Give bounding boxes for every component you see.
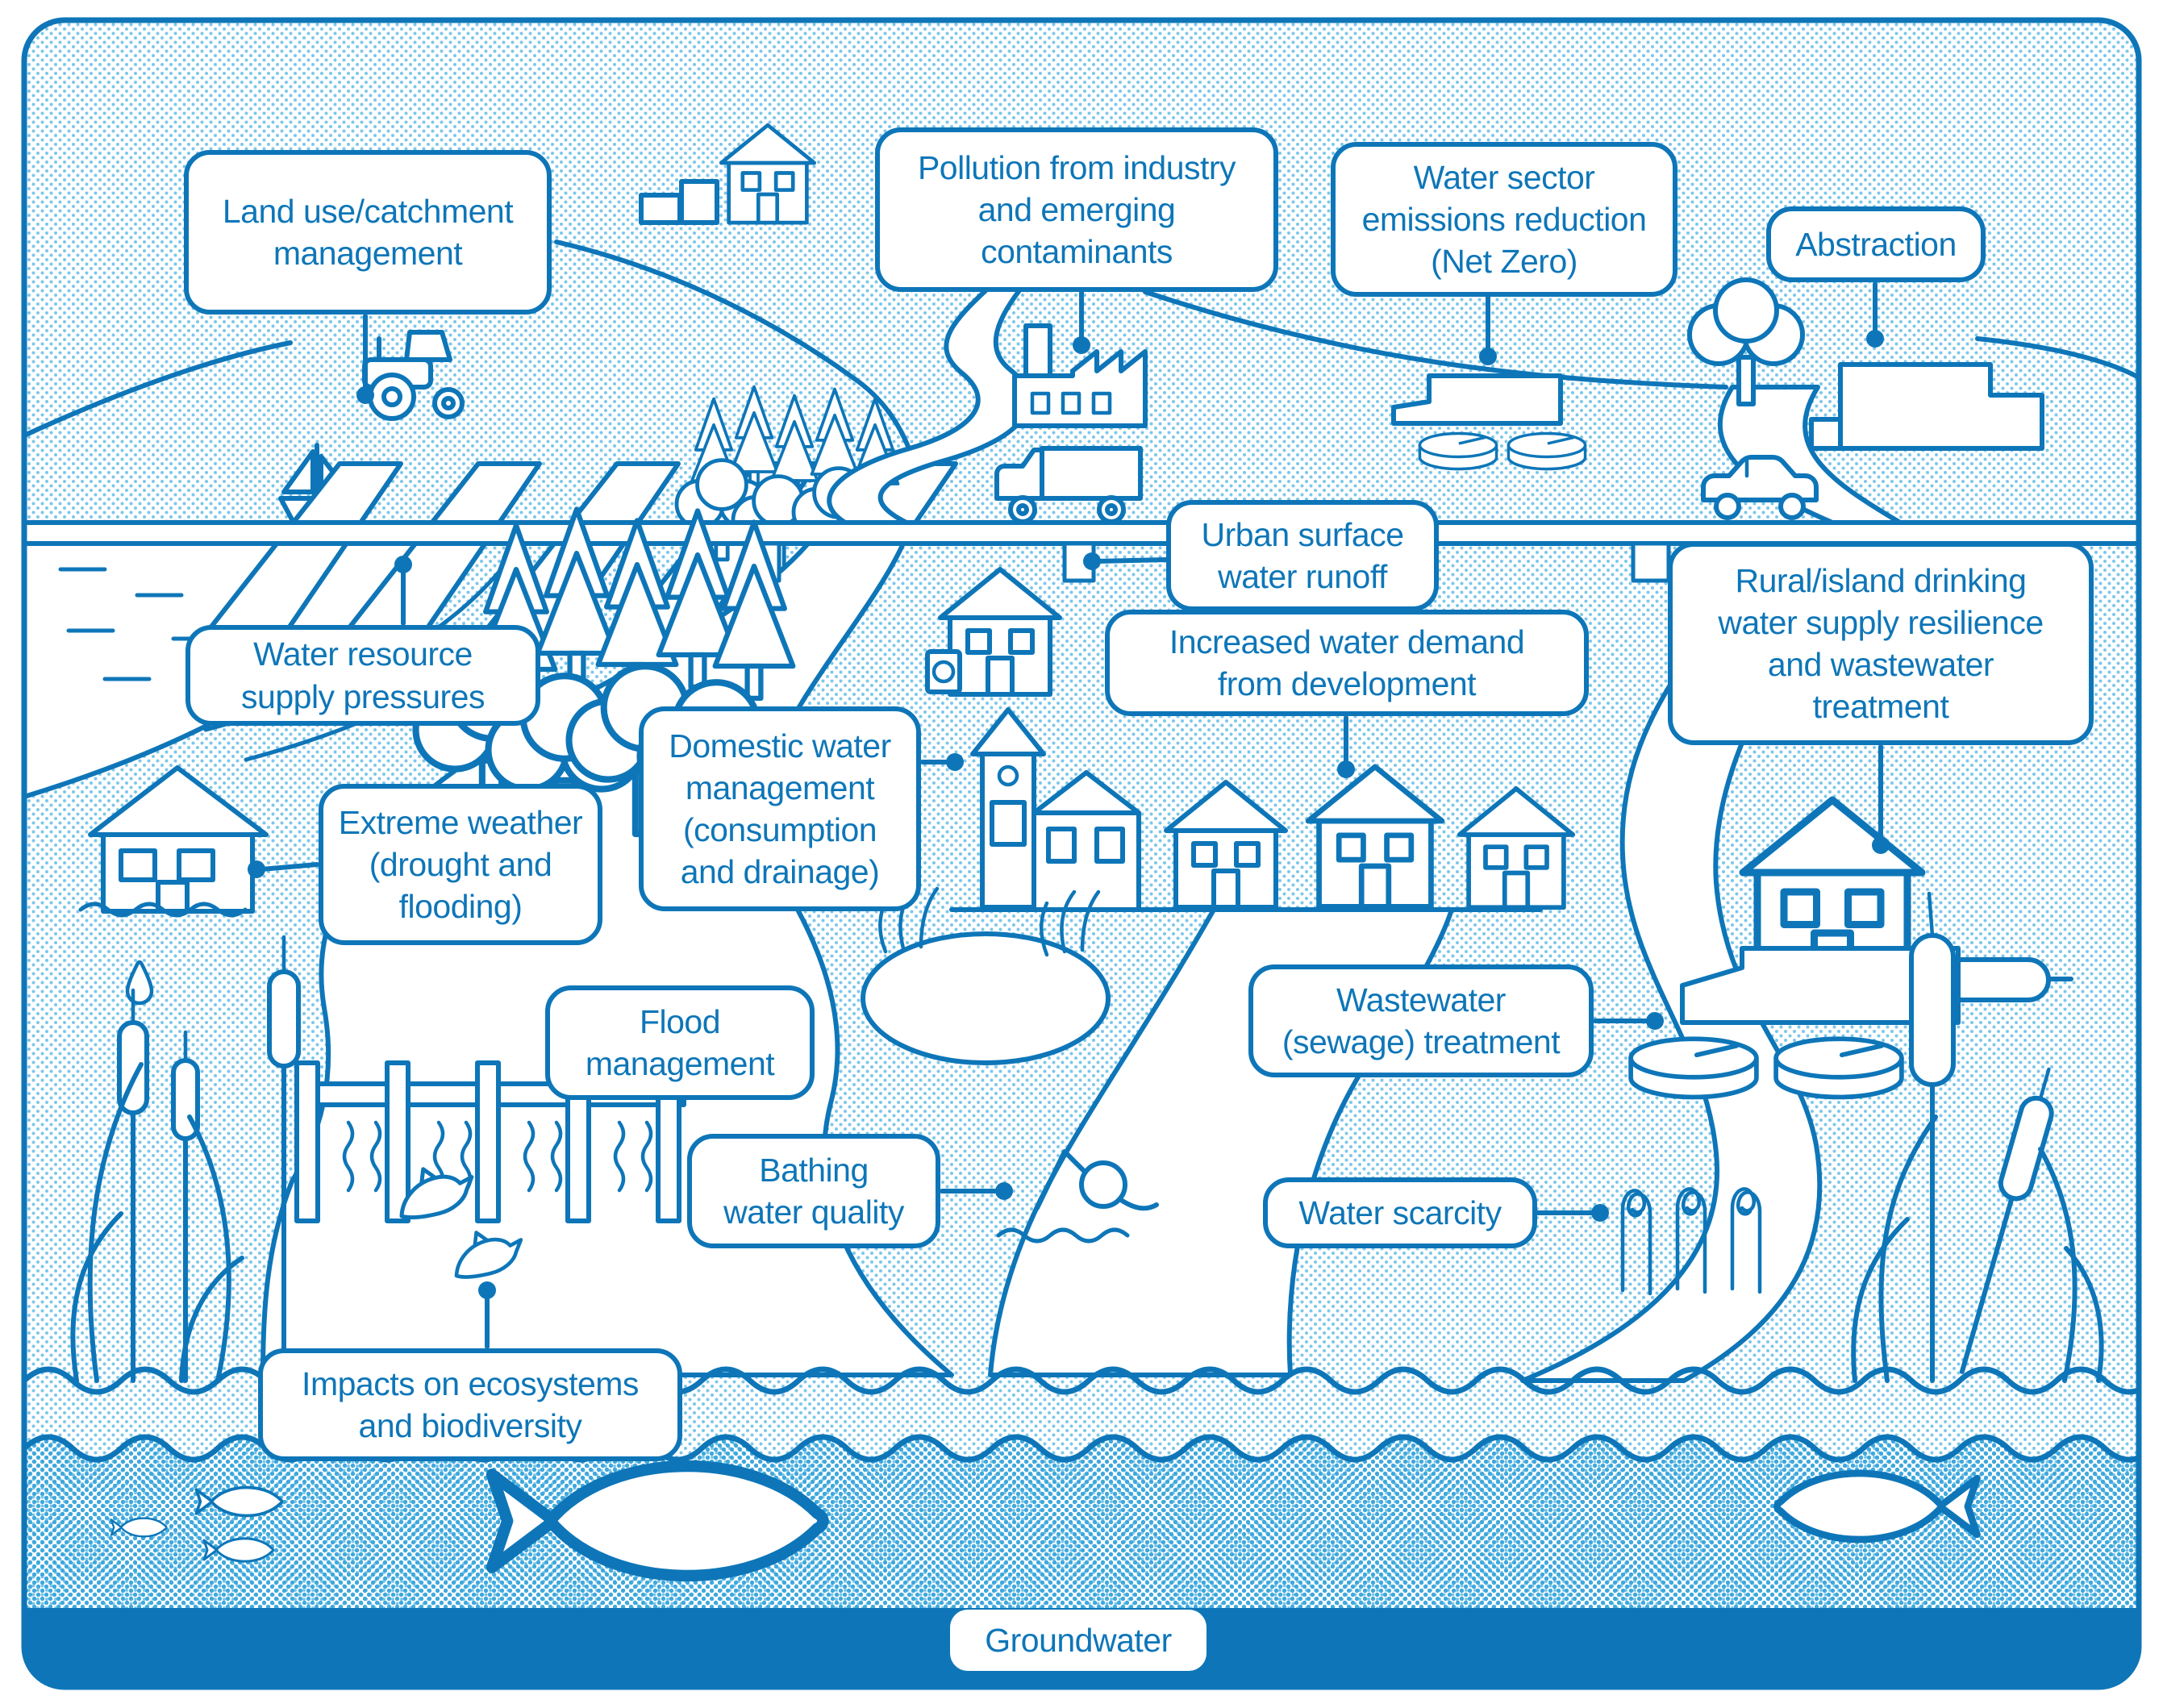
- label-line: water runoff: [1218, 558, 1387, 595]
- label-domestic: [639, 706, 921, 911]
- label-line: Domestic water: [669, 727, 891, 764]
- label-land-use: [184, 150, 552, 315]
- label-line: and biodiversity: [358, 1407, 582, 1444]
- label-bathing: [687, 1134, 940, 1248]
- label-line: management: [685, 769, 875, 806]
- label-line: Land use/catchment: [222, 192, 514, 230]
- label-line: Water sector: [1413, 158, 1595, 196]
- label-line: flooding): [398, 888, 523, 926]
- label-line: treatment: [1812, 688, 1949, 726]
- label-line: emissions reduction: [1361, 200, 1647, 238]
- label-wastewater: [1248, 964, 1594, 1077]
- label-water-sector: [1331, 142, 1677, 297]
- label-flood-management: [545, 985, 815, 1100]
- storm-drain: [1633, 544, 1669, 581]
- label-line: management: [273, 235, 463, 272]
- label-line: Impacts on ecosystems: [302, 1364, 639, 1402]
- label-line: water quality: [723, 1194, 904, 1231]
- label-line: (Net Zero): [1431, 243, 1577, 281]
- label-line: Urban surface: [1201, 515, 1404, 553]
- label-line: contaminants: [981, 233, 1173, 271]
- label-groundwater: [950, 1610, 1207, 1671]
- label-extreme-weather: [319, 784, 602, 945]
- label-line: water supply resilience: [1718, 603, 2044, 641]
- label-line: (sewage) treatment: [1282, 1023, 1561, 1060]
- label-line: and emerging: [977, 190, 1176, 228]
- label-line: Water scarcity: [1298, 1194, 1502, 1231]
- label-line: Flood: [639, 1002, 721, 1040]
- label-line: and drainage): [680, 853, 880, 891]
- label-line: Bathing: [759, 1151, 869, 1189]
- label-increased-demand: [1105, 610, 1589, 716]
- label-line: (consumption: [682, 811, 877, 848]
- label-impacts: [258, 1348, 682, 1461]
- label-abstraction: [1766, 206, 1986, 282]
- label-pollution: [875, 127, 1278, 292]
- label-line: (drought and: [369, 845, 552, 883]
- label-water-resource: [185, 625, 540, 726]
- label-line: from development: [1217, 665, 1477, 702]
- label-line: Groundwater: [985, 1621, 1172, 1659]
- label-line: supply pressures: [241, 677, 485, 715]
- label-urban-runoff: [1166, 500, 1439, 611]
- label-line: Water resource: [253, 635, 473, 673]
- label-line: Increased water demand: [1169, 623, 1525, 660]
- label-line: Abstraction: [1795, 225, 1957, 263]
- label-rural-island: [1668, 542, 2094, 745]
- label-line: management: [585, 1045, 775, 1082]
- label-line: Rural/island drinking: [1735, 561, 2027, 599]
- label-line: Wastewater: [1336, 981, 1506, 1019]
- label-line: Pollution from industry: [917, 148, 1236, 186]
- label-line: and wastewater: [1767, 646, 1994, 683]
- label-water-scarcity: [1263, 1177, 1537, 1248]
- label-line: Extreme weather: [338, 803, 583, 841]
